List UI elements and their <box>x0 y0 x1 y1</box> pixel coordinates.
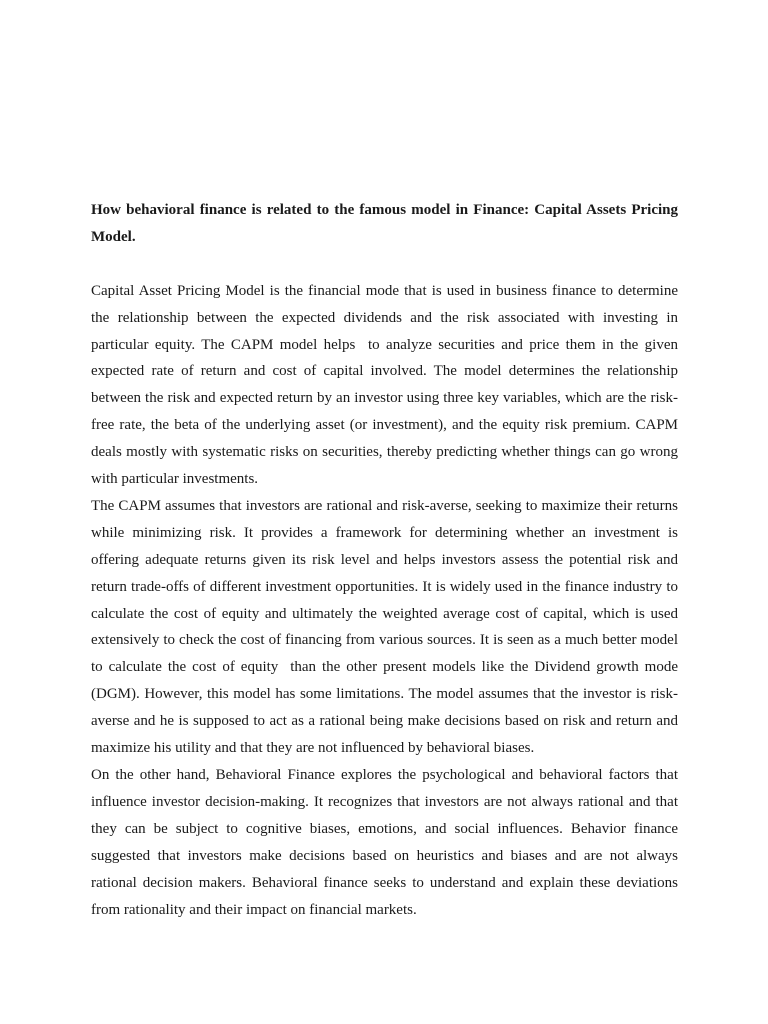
document-body <box>91 197 682 923</box>
paragraph-spacer <box>91 251 678 278</box>
section-heading: How behavioral finance is related to the famous model in Finance: Capital Assets Pricing Model. <box>91 202 678 245</box>
paragraph-capm-definition: Capital Asset Pricing Model is the financial mode that is used in business finance to determine the relationship between the expected dividends and the risk associated with investing in particular equity. The CAPM model helps to analyze securities and price them in the given expected rate of return and cost of capital involved. The model determines the relationship between the risk and expected return by an investor using three key variables, which are the risk-free rate, the beta of the underlying asset (or investment), and the equity risk premium. CAPM deals mostly with systematic risks on securities, thereby predicting whether things can go wrong with particular investments. <box>91 282 682 488</box>
paragraph-behavioral-finance: On the other hand, Behavioral Finance explores the psychological and behavioral factors that influence investor decision-making. It recognizes that investors are not always rational and that they can be subject to cognitive biases, emotions, and social influences. Behavior finance suggested that investors make decisions based on heuristics and biases and are not always rational decision makers. Behavioral finance seeks to understand and explain these deviations from rationality and their impact on financial markets. <box>91 767 682 918</box>
paragraph-capm-assumptions: The CAPM assumes that investors are rational and risk-averse, seeking to maximize their returns while minimizing risk. It provides a framework for determining whether an investment is offering adequate returns given its risk level and helps investors assess the potential risk and return trade-offs of different investment opportunities. It is widely used in the finance industry to calculate the cost of equity and ultimately the weighted average cost of capital, which is used extensively to check the cost of financing from various sources. It is seen as a much better model to calculate the cost of equity than the other present models like the Dividend growth mode (DGM). However, this model has some limitations. The model assumes that the investor is risk-averse and he is supposed to act as a rational being make decisions based on risk and return and maximize his utility and that they are not influenced by behavioral biases. <box>91 497 682 757</box>
